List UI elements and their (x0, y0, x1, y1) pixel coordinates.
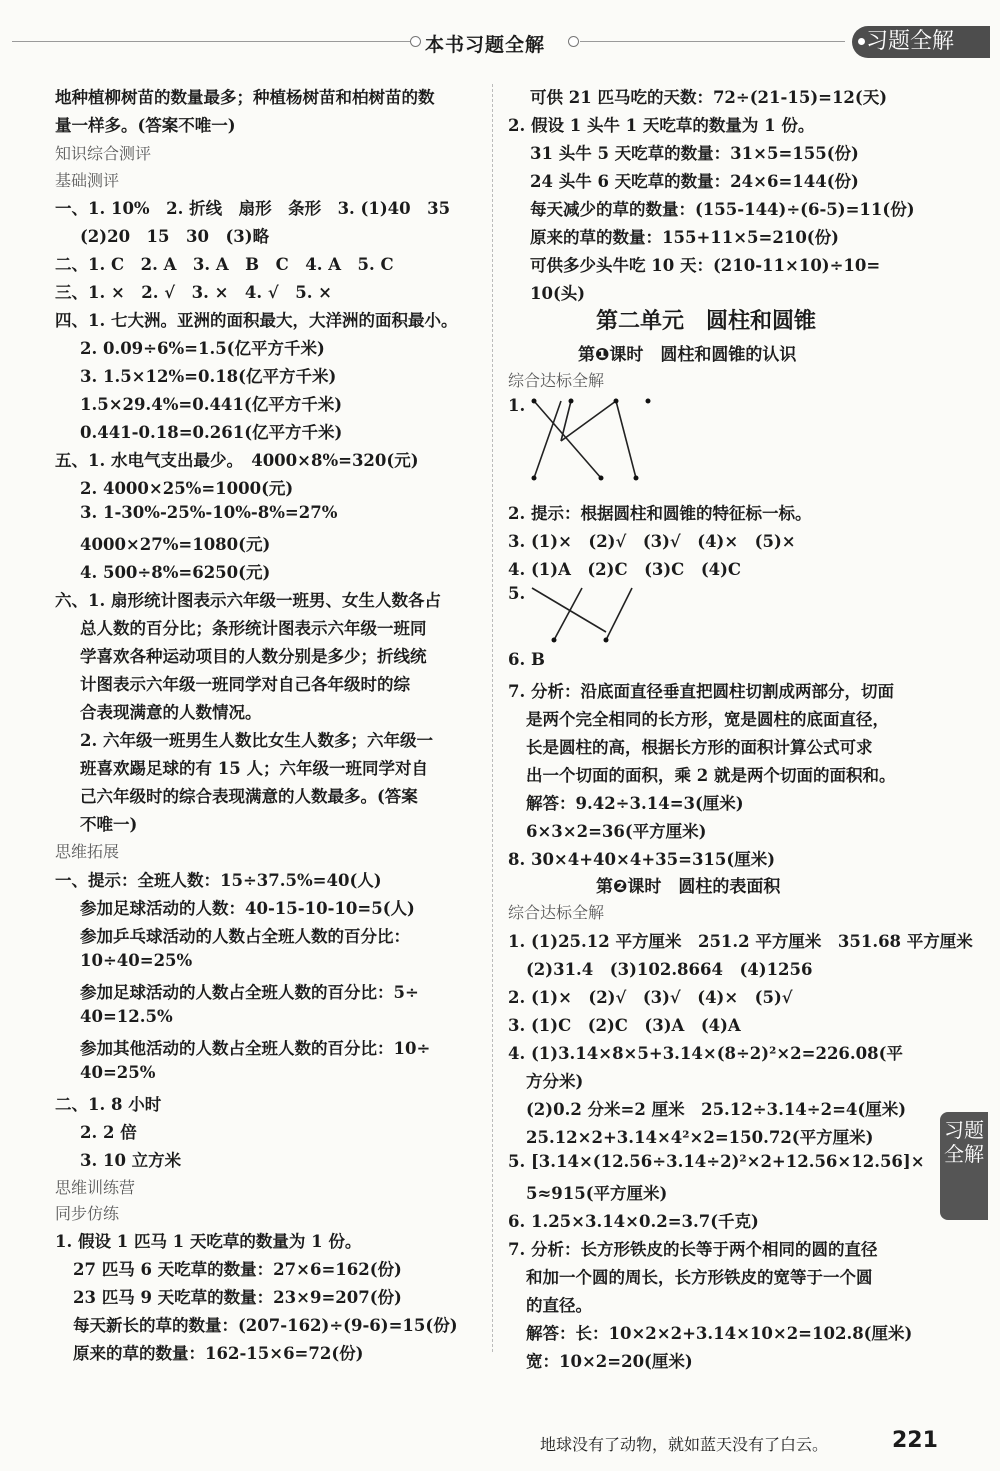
header-dot-icon (410, 36, 421, 47)
answer-line: 不唯一) (80, 815, 138, 834)
answer-line: 二、1. C 2. A 3. A B C 4. A 5. C (55, 255, 394, 274)
answer-line: 是两个完全相同的长方形，宽是圆柱的底面直径， (526, 710, 889, 729)
section-heading: 思维拓展 (55, 842, 120, 861)
answer-line: 出一个切面的面积，乘 2 就是两个切面的面积和。 (526, 766, 896, 785)
answer-line: 40=25% (80, 1063, 156, 1082)
answer-line: 6. B (508, 650, 545, 669)
match-line (606, 588, 632, 640)
match-line (581, 448, 636, 478)
answer-line: (2)20 15 30 (3)略 (80, 227, 270, 246)
answer-line: 7. 分析：长方形铁皮的长等于两个相同的圆的直径 (508, 1240, 878, 1259)
side-tab-label: 习题 (944, 1118, 984, 1142)
answer-line: 6. 1.25×3.14×0.2=3.7(千克) (508, 1212, 759, 1231)
matching-lines-diagram-1 (526, 393, 656, 483)
answer-line: 10÷40=25% (80, 951, 193, 970)
match-dot (552, 638, 557, 643)
answer-line: 合表现满意的人数情况。 (80, 703, 262, 722)
answer-line: 0.441-0.18=0.261(亿平方千米) (80, 423, 343, 442)
header-title: 本书习题全解 (425, 34, 546, 56)
match-dot (646, 399, 651, 404)
answer-line: 四、1. 七大洲。亚洲的面积最大，大洋洲的面积最小。 (55, 311, 458, 330)
header-tab (852, 26, 990, 58)
answer-line: 六、1. 扇形统计图表示六年级一班男、女生人数各占 (55, 591, 441, 610)
answer-line: 每天减少的草的数量：(155-144)÷(6-5)=11(份) (530, 200, 915, 219)
answer-line: 原来的草的数量：155+11×5=210(份) (530, 228, 839, 247)
match-dot (532, 476, 537, 481)
match-dot (599, 476, 604, 481)
answer-line: 3. 1-30%-25%-10%-8%=27% (80, 503, 338, 522)
answer-line: 宽：10×2=20(厘米) (526, 1352, 693, 1371)
header-rule-right (580, 41, 845, 42)
side-tab (940, 1112, 988, 1220)
match-dot (634, 476, 639, 481)
answer-line: 3. 1.5×12%=0.18(亿平方千米) (80, 367, 337, 386)
section-heading: 综合达标全解 (508, 371, 605, 390)
answer-line: 3. 10 立方米 (80, 1151, 182, 1170)
answer-line: 10(头) (530, 284, 586, 303)
answer-line: 1. (1)25.12 平方厘米 251.2 平方厘米 351.68 平方厘米 (508, 932, 973, 951)
answer-line: 可供 21 匹马吃的天数：72÷(21-15)=12(天) (530, 88, 888, 107)
question-number: 5. (508, 584, 526, 603)
match-dot (569, 399, 574, 404)
section-heading: 知识综合测评 (55, 144, 152, 163)
answer-line: 每天新长的草的数量：(207-162)÷(9-6)=15(份) (73, 1316, 458, 1335)
answer-line: 解答：9.42÷3.14=3(厘米) (526, 794, 744, 813)
answer-line: 一、1. 10% 2. 折线 扇形 条形 3. (1)40 35 (55, 199, 451, 218)
match-dot (614, 399, 619, 404)
section-heading: 基础测评 (55, 171, 120, 190)
answer-line: 参加其他活动的人数占全班人数的百分比：10÷ (80, 1039, 431, 1058)
answer-line: 3. (1)C (2)C (3)A (4)A (508, 1016, 741, 1035)
answer-line: 40=12.5% (80, 1007, 173, 1026)
unit-title: 第二单元 圆柱和圆锥 (596, 309, 817, 334)
tab-dot-icon (858, 38, 865, 45)
match-line (534, 401, 561, 478)
answer-line: 1. 假设 1 匹马 1 天吃草的数量为 1 份。 (55, 1232, 362, 1251)
answer-line: 量一样多。(答案不唯一) (55, 116, 236, 135)
footer-motto: 地球没有了动物，就如蓝天没有了白云。 (540, 1435, 829, 1454)
answer-line: 1.5×29.4%=0.441(亿平方千米) (80, 395, 343, 414)
answer-line: 五、1. 水电气支出最少。 4000×8%=320(元) (55, 451, 419, 470)
answer-line: 2. 提示：根据圆柱和圆锥的特征标一标。 (508, 504, 812, 523)
answer-line: 计图表示六年级一班同学对自己各年级时的综 (80, 675, 410, 694)
match-line (616, 401, 636, 478)
answer-line: 一、提示：全班人数：15÷37.5%=40(人) (55, 871, 382, 890)
answer-line: 长是圆柱的高，根据长方形的面积计算公式可求 (526, 738, 873, 757)
match-line (532, 588, 606, 632)
page-header (0, 0, 1000, 70)
page-footer (540, 1430, 1000, 1460)
answer-line: 原来的草的数量：162-15×6=72(份) (73, 1344, 364, 1363)
answer-line: 总人数的百分比；条形统计图表示六年级一班同 (80, 619, 427, 638)
answer-line: 31 头牛 5 天吃草的数量：31×5=155(份) (530, 144, 859, 163)
answer-line: 2. 2 倍 (80, 1123, 137, 1142)
answer-line: 4. (1)3.14×8×5+3.14×(8÷2)²×2=226.08(平 (508, 1044, 903, 1063)
side-tab-label: 全解 (944, 1142, 984, 1166)
answer-line: 24 头牛 6 天吃草的数量：24×6=144(份) (530, 172, 859, 191)
header-dot-icon (568, 36, 579, 47)
answer-line: 2. 假设 1 头牛 1 天吃草的数量为 1 份。 (508, 116, 815, 135)
answer-line: 5≈915(平方厘米) (526, 1184, 668, 1203)
answer-line: 地种植柳树苗的数量最多；种植杨树苗和柏树苗的数 (55, 88, 435, 107)
answer-line: 2. (1)× (2)√ (3)√ (4)× (5)√ (508, 988, 793, 1007)
match-line (554, 588, 582, 640)
answer-line: 二、1. 8 小时 (55, 1095, 162, 1114)
section-heading: 同步仿练 (55, 1204, 120, 1223)
section-heading: 综合达标全解 (508, 903, 605, 922)
answer-line: 2. 0.09÷6%=1.5(亿平方千米) (80, 339, 325, 358)
matching-lines-diagram-2 (526, 580, 646, 650)
column-divider (492, 84, 493, 1352)
answer-line: 可供多少头牛吃 10 天：(210-11×10)÷10= (530, 256, 881, 275)
answer-line: 6×3×2=36(平方厘米) (526, 822, 707, 841)
answer-line: 班喜欢踢足球的有 15 人；六年级一班同学对自 (80, 759, 428, 778)
answer-line: 4. 500÷8%=6250(元) (80, 563, 271, 582)
header-rule-left (12, 41, 412, 42)
answer-line: 三、1. × 2. √ 3. × 4. √ 5. × (55, 283, 333, 302)
answer-line: 己六年级时的综合表现满意的人数最多。(答案 (80, 787, 418, 806)
answer-line: (2)31.4 (3)102.8664 (4)1256 (526, 960, 813, 979)
answer-line: 5. [3.14×(12.56÷3.14÷2)²×2+12.56×12.56]× (508, 1152, 925, 1171)
answer-line: 的直径。 (526, 1296, 592, 1315)
answer-line: 参加足球活动的人数占全班人数的百分比：5÷ (80, 983, 419, 1002)
question-number: 1. (508, 396, 526, 415)
section-heading: 思维训练营 (55, 1178, 136, 1197)
answer-line: 4000×27%=1080(元) (80, 535, 271, 554)
page-number: 221 (892, 1428, 938, 1453)
answer-line: 2. 4000×25%=1000(元) (80, 479, 294, 498)
lesson-title: 第❷课时 圆柱的表面积 (596, 877, 781, 897)
answer-line: 4. (1)A (2)C (3)C (4)C (508, 560, 742, 579)
answer-line: 27 匹马 6 天吃草的数量：27×6=162(份) (73, 1260, 402, 1279)
answer-line: 23 匹马 9 天吃草的数量：23×9=207(份) (73, 1288, 402, 1307)
answer-line: 8. 30×4+40×4+35=315(厘米) (508, 850, 775, 869)
header-tab-label: 习题全解 (866, 29, 955, 54)
answer-line: 2. 六年级一班男生人数比女生人数多；六年级一 (80, 731, 433, 750)
lesson-title: 第❶课时 圆柱和圆锥的认识 (578, 345, 797, 365)
answer-line: 学喜欢各种运动项目的人数分别是多少；折线统 (80, 647, 427, 666)
answer-line: 参加乒乓球活动的人数占全班人数的百分比： (80, 927, 410, 946)
match-dot (604, 638, 609, 643)
answer-line: 7. 分析：沿底面直径垂直把圆柱切割成两部分，切面 (508, 682, 894, 701)
match-dot (532, 399, 537, 404)
answer-line: 解答：长：10×2×2+3.14×10×2=102.8(厘米) (526, 1324, 913, 1343)
answer-line: 和加一个圆的周长，长方形铁皮的宽等于一个圆 (526, 1268, 873, 1287)
answer-line: 参加足球活动的人数：40-15-10-10=5(人) (80, 899, 415, 918)
answer-line: 方分米) (526, 1072, 584, 1091)
answer-line: 25.12×2+3.14×4²×2=150.72(平方厘米) (526, 1128, 874, 1147)
answer-line: (2)0.2 分米=2 厘米 25.12÷3.14÷2=4(厘米) (526, 1100, 906, 1119)
answer-line: 3. (1)× (2)√ (3)√ (4)× (5)× (508, 532, 796, 551)
